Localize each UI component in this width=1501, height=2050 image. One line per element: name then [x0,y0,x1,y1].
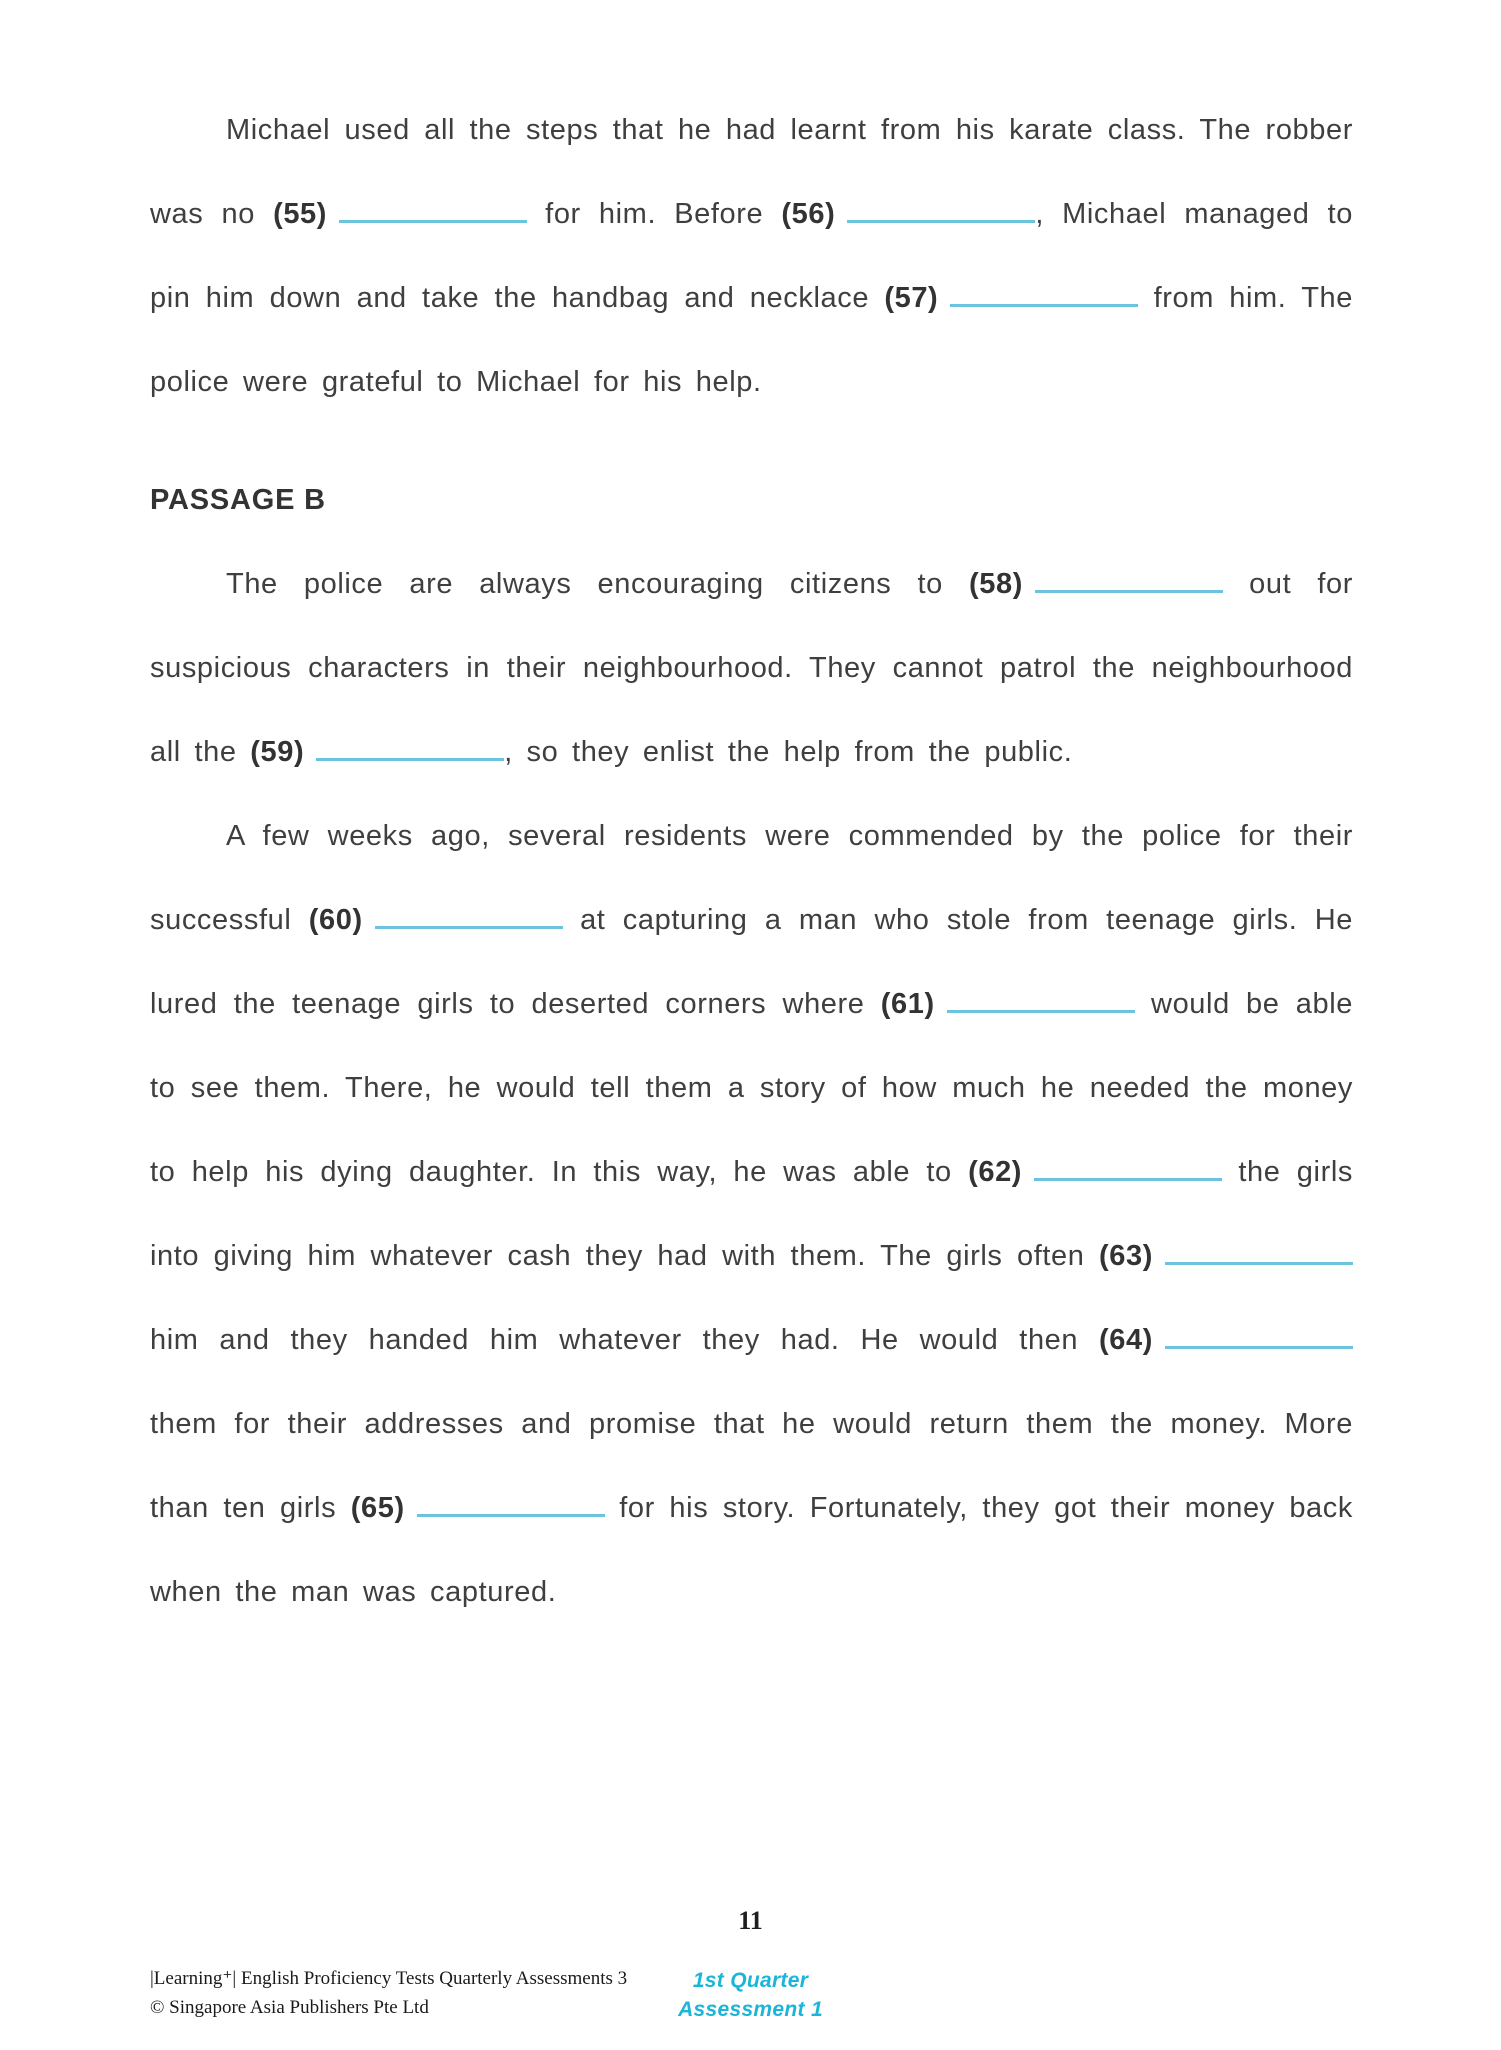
passage-a-paragraph [150,88,1353,424]
text-run: Michael used all the steps that he had learnt from his karate class. The robber was no [150,114,1353,230]
footer-assessment: Assessment 1 [678,1997,823,2021]
question-number-65: (65) [350,1492,405,1524]
footer-quarter: 1st Quarter [692,1969,809,1993]
text-run: from him. The police were grateful to Michael for his help. [150,282,1353,398]
text-run: , so they enlist the help from the public. [504,736,1073,768]
text-run: for him. Before [527,198,782,230]
footer-series-title: |Learning⁺| English Proficiency Tests Quarterly Assessments 3 [150,1968,628,1989]
question-number-61: (61) [880,988,935,1020]
question-number-58: (58) [969,568,1024,600]
page-number: 11 [738,1906,763,1935]
footer-row [0,1952,1501,2024]
page-footer [0,1906,1501,2024]
text-run: them for their addresses and promise that he would return them the money. More than ten girls [150,1408,1353,1524]
answer-blank-55 [339,220,527,223]
answer-blank-56 [847,220,1035,223]
passage-b-heading: PASSAGE B [150,484,326,516]
answer-blank-65 [417,1514,605,1517]
text-run: The police are always encouraging citizens to [226,568,970,600]
answer-blank-57 [950,304,1138,307]
answer-blank-63 [1165,1262,1353,1265]
text-run: for his story. Fortunately, they got their money back when the man was captured. [150,1492,1353,1608]
question-number-57: (57) [884,282,939,314]
question-number-55: (55) [273,198,328,230]
question-number-56: (56) [781,198,836,230]
footer-copyright: © Singapore Asia Publishers Pte Ltd [150,1996,429,2018]
text-run: would be able to see them. There, he would tell them a story of how much he needed the money to help his dying daughter. In this way, he was able to [150,988,1353,1188]
answer-blank-60 [375,926,563,929]
passage-b-paragraph-1 [150,542,1353,794]
answer-blank-62 [1034,1178,1222,1181]
passage-b-paragraph-2 [150,794,1353,1634]
question-number-59: (59) [250,736,305,768]
text-run: the girls into giving him whatever cash they had with them. The girls often [150,1156,1353,1272]
answer-blank-59 [316,758,504,761]
answer-blank-61 [947,1010,1135,1013]
question-number-60: (60) [308,904,363,936]
footer-assessment-label [678,1967,823,2024]
question-number-62: (62) [968,1156,1023,1188]
question-number-64: (64) [1099,1324,1153,1356]
answer-blank-64 [1165,1346,1353,1349]
text-run: at capturing a man who stole from teenage girls. He lured the teenage girls to deserted corners where [150,904,1353,1020]
text-run: A few weeks ago, several residents were commended by the police for their successful [150,820,1353,936]
answer-blank-58 [1035,590,1223,593]
text-run: him and they handed him whatever they had. He would then [150,1324,1100,1356]
text-run: , Michael managed to pin him down and take the handbag and necklace [150,198,1353,314]
footer-imprint [150,1965,627,2022]
question-number-63: (63) [1099,1240,1153,1272]
text-run: out for suspicious characters in their neighbourhood. They cannot patrol the neighbourhood all the [150,568,1354,768]
